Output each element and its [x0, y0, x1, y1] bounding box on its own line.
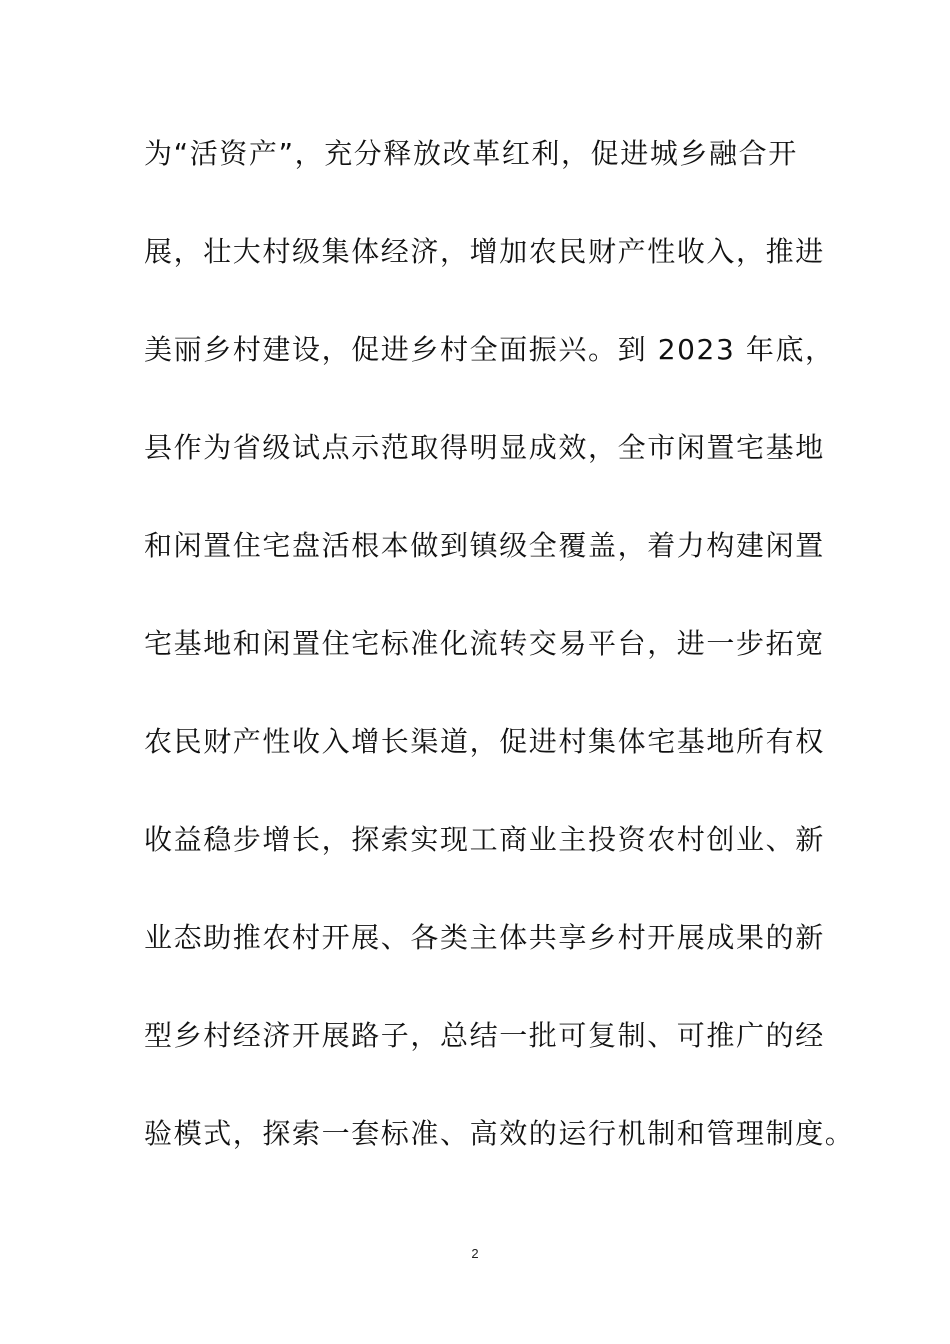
- text-line: 宅基地和闲置住宅标准化流转交易平台，进一步拓宽: [144, 627, 825, 660]
- text-line: 展，壮大村级集体经济，增加农民财产性收入，推进: [144, 235, 825, 268]
- text-line: 县作为省级试点示范取得明显成效，全市闲置宅基地: [144, 431, 825, 464]
- page-number: 2: [471, 1246, 479, 1261]
- text-line: 收益稳步增长，探索实现工商业主投资农村创业、新: [144, 823, 825, 856]
- text-line: 为“活资产”，充分释放改革红利，促进城乡融合开: [144, 137, 798, 170]
- text-line: 和闲置住宅盘活根本做到镇级全覆盖，着力构建闲置: [144, 529, 825, 562]
- text-line: 农民财产性收入增长渠道，促进村集体宅基地所有权: [144, 725, 825, 758]
- text-line: 业态助推农村开展、各类主体共享乡村开展成果的新: [144, 921, 825, 954]
- text-line: 验模式，探索一套标准、高效的运行机制和管理制度。: [144, 1117, 855, 1150]
- body-text: [144, 125, 855, 1203]
- text-line: 美丽乡村建设，促进乡村全面振兴。到 2023 年底，: [144, 333, 835, 366]
- text-line: 型乡村经济开展路子，总结一批可复制、可推广的经: [144, 1019, 825, 1052]
